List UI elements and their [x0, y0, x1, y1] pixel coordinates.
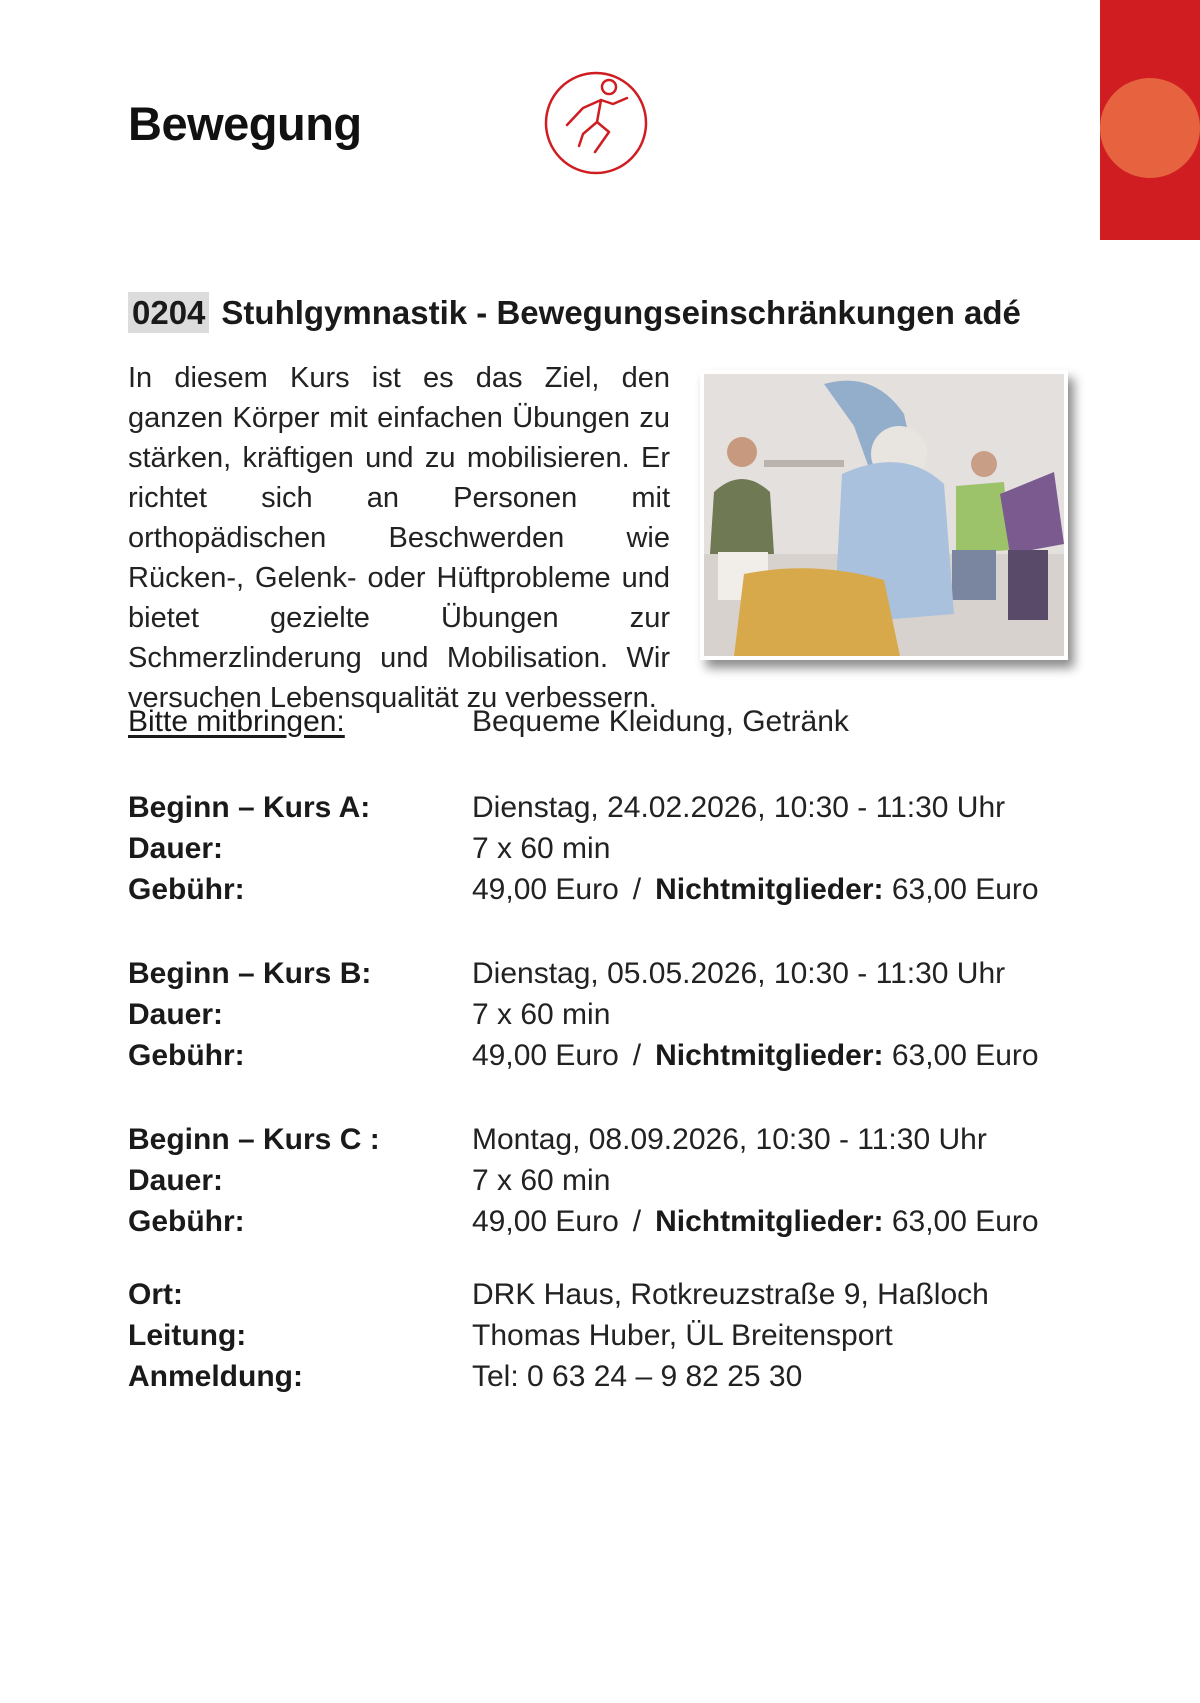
course-a-duration-row	[128, 829, 1068, 869]
section-title: Bewegung	[128, 97, 362, 150]
fee-label: Gebühr:	[128, 873, 245, 906]
course-heading	[128, 294, 1021, 332]
course-c-fee-row	[128, 1202, 1068, 1242]
duration-label: Dauer:	[128, 1164, 224, 1197]
fee-nonmember-label: Nichtmitglieder:	[655, 1205, 884, 1238]
course-title: Stuhlgymnastik - Bewegungseinschränkungen adé	[221, 294, 1021, 331]
fee-separator: /	[632, 1039, 642, 1072]
fee-separator: /	[632, 1205, 642, 1238]
course-a-fee-row	[128, 870, 1068, 910]
fee-member: 49,00 Euro	[472, 1039, 619, 1072]
fee-label: Gebühr:	[128, 1039, 245, 1072]
course-photo	[700, 370, 1068, 660]
signup-label: Anmeldung:	[128, 1360, 303, 1393]
course-b-begin-row	[128, 954, 1068, 994]
begin-label: Beginn – Kurs B:	[128, 957, 372, 990]
course-b-fee-row	[128, 1036, 1068, 1076]
signup-row	[128, 1357, 1068, 1397]
fee-nonmember-label: Nichtmitglieder:	[655, 873, 884, 906]
lead-row	[128, 1316, 1068, 1356]
location-value: DRK Haus, Rotkreuzstraße 9, Haßloch	[472, 1278, 989, 1311]
fee-value	[472, 1036, 1039, 1076]
course-number: 0204	[128, 292, 209, 333]
fee-value	[472, 870, 1039, 910]
running-person-circle-icon	[543, 70, 649, 176]
fee-nonmember-label: Nichtmitglieder:	[655, 1039, 884, 1072]
bring-label: Bitte mitbringen:	[128, 705, 345, 738]
duration-label: Dauer:	[128, 998, 224, 1031]
begin-value: Montag, 08.09.2026, 10:30 - 11:30 Uhr	[472, 1123, 987, 1156]
signup-value: Tel: 0 63 24 – 9 82 25 30	[472, 1360, 803, 1393]
begin-value: Dienstag, 05.05.2026, 10:30 - 11:30 Uhr	[472, 957, 1006, 990]
bring-row	[128, 702, 1068, 742]
course-description: In diesem Kurs ist es das Ziel, den ganzen Körper mit einfachen Übungen zu stärken, kräftigen und zu mobilisieren. Er richtet sich an Personen mit orthopädischen Beschwerden wie Rücken-, Gelenk- oder Hüftprobleme und bietet gezielte Übungen zur Schmerzlinderung und Mobilisation. Wir versuchen Lebensqualität zu verbessern.	[128, 362, 670, 714]
orange-circle-marker	[1100, 78, 1200, 178]
course-c-begin-row	[128, 1120, 1068, 1160]
duration-value: 7 x 60 min	[472, 1164, 611, 1197]
duration-value: 7 x 60 min	[472, 832, 611, 865]
begin-value: Dienstag, 24.02.2026, 10:30 - 11:30 Uhr	[472, 791, 1006, 824]
fee-nonmember: 63,00 Euro	[891, 1205, 1039, 1238]
begin-label: Beginn – Kurs C :	[128, 1123, 380, 1156]
fee-member: 49,00 Euro	[472, 1205, 619, 1238]
lead-label: Leitung:	[128, 1319, 247, 1352]
duration-label: Dauer:	[128, 832, 224, 865]
course-b-duration-row	[128, 995, 1068, 1035]
course-c-duration-row	[128, 1161, 1068, 1201]
duration-value: 7 x 60 min	[472, 998, 611, 1031]
bring-value: Bequeme Kleidung, Getränk	[472, 705, 849, 738]
fee-nonmember: 63,00 Euro	[891, 873, 1039, 906]
location-row	[128, 1275, 1068, 1315]
seniors-chair-exercise-photo	[704, 374, 1064, 656]
begin-label: Beginn – Kurs A:	[128, 791, 371, 824]
fee-member: 49,00 Euro	[472, 873, 619, 906]
fee-nonmember: 63,00 Euro	[891, 1039, 1039, 1072]
fee-label: Gebühr:	[128, 1205, 245, 1238]
location-label: Ort:	[128, 1278, 183, 1311]
fee-value	[472, 1202, 1039, 1242]
course-a-begin-row	[128, 788, 1068, 828]
fee-separator: /	[632, 873, 642, 906]
lead-value: Thomas Huber, ÜL Breitensport	[472, 1319, 893, 1352]
